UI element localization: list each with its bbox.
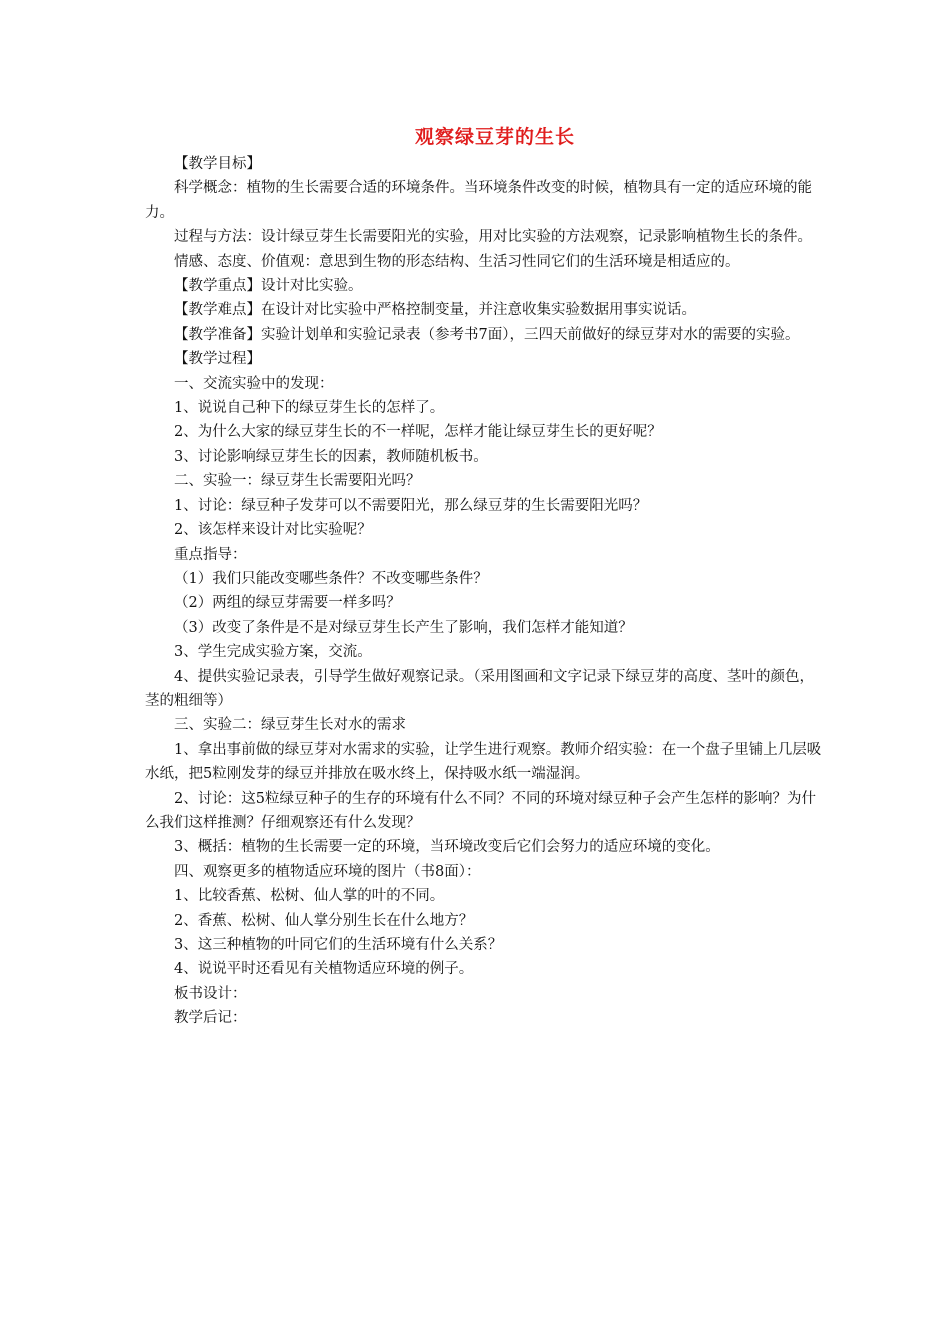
paragraph: 1、比较香蕉、松树、仙人掌的叶的不同。 [174,888,445,905]
paragraph: 2、为什么大家的绿豆芽生长的不一样呢，怎样才能让绿豆芽生长的更好呢？ [174,424,662,441]
paragraph: 板书设计： [174,985,247,1002]
document-body [145,152,825,1031]
paragraph: 4、说说平时还看见有关植物适应环境的例子。 [174,961,474,978]
paragraph: 重点指导： [174,546,247,563]
paragraph: 3、学生完成实验方案，交流。 [174,644,372,661]
paragraph: 情感、态度、价值观：意思到生物的形态结构、生活习性同它们的生活环境是相适应的。 [174,253,740,270]
paragraph: 2、香蕉、松树、仙人掌分别生长在什么地方？ [174,912,474,929]
paragraph: 一、交流实验中的发现： [174,375,334,392]
paragraph: 1、讨论：绿豆种子发芽可以不需要阳光，那么绿豆芽的生长需要阳光吗？ [174,497,648,514]
paragraph: 1、拿出事前做的绿豆芽对水需求的实验，让学生进行观察。教师介绍实验：在一个盘子里铺上几层吸水纸，把5粒刚发芽的绿豆并排放在吸水终上，保持吸水纸一端湿润。 [145,741,822,783]
paragraph: 二、实验一：绿豆芽生长需要阳光吗？ [174,473,421,490]
paragraph: 1、说说自己种下的绿豆芽生长的怎样了。 [174,400,445,417]
document-title: 观察绿豆芽的生长 [414,126,575,148]
paragraph: 三、实验二：绿豆芽生长对水的需求 [174,717,406,734]
paragraph: 【教学过程】 [174,351,261,368]
paragraph: （3）改变了条件是不是对绿豆芽生长产生了影响，我们怎样才能知道？ [174,619,633,636]
paragraph: 2、讨论：这5粒绿豆种子的生存的环境有什么不同？不同的环境对绿豆种子会产生怎样的影响？为什么我们这样推测？仔细观察还有什么发现？ [145,790,816,831]
paragraph: 【教学目标】 [174,156,261,172]
paragraph: 教学后记： [174,1010,247,1027]
paragraph: 3、讨论影响绿豆芽生长的因素，教师随机板书。 [174,448,488,465]
paragraph: （2）两组的绿豆芽需要一样多吗？ [174,595,401,612]
paragraph: 3、这三种植物的叶同它们的生活环境有什么关系？ [174,937,503,953]
paragraph: 过程与方法：设计绿豆芽生长需要阳光的实验，用对比实验的方法观察，记录影响植物生长的条件。 [174,229,812,246]
paragraph: 3、概括：植物的生长需要一定的环境，当环境改变后它们会努力的适应环境的变化。 [174,839,720,856]
paragraph: 四、观察更多的植物适应环境的图片（书8面）： [174,863,481,880]
paragraph: 4、提供实验记录表，引导学生做好观察记录。（采用图画和文字记录下绿豆芽的高度、茎叶的颜色，茎的粗细等） [145,668,814,709]
paragraph: （1）我们只能改变哪些条件？不改变哪些条件？ [174,570,488,587]
paragraph: 2、该怎样来设计对比实验呢？ [174,522,372,539]
paragraph: 【教学重点】设计对比实验。 [174,278,363,295]
paragraph: 科学概念：植物的生长需要合适的环境条件。当环境条件改变的时候，植物具有一定的适应环境的能力。 [145,180,812,221]
paragraph: 【教学难点】在设计对比实验中严格控制变量，并注意收集实验数据用事实说话。 [174,302,696,319]
paragraph: 【教学准备】实验计划单和实验记录表（参考书7面），三四天前做好的绿豆芽对水的需要的实验。 [174,326,800,343]
